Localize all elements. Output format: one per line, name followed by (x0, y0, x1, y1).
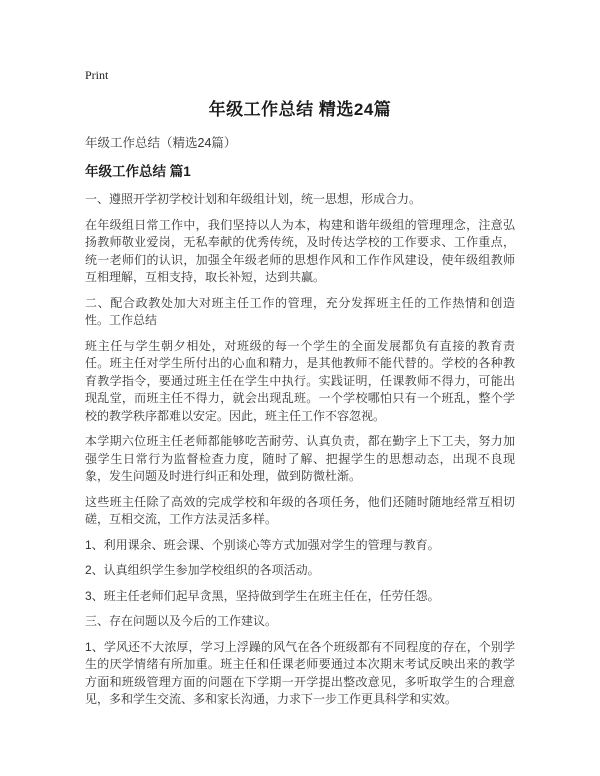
paragraph-5: 本学期六位班主任老师都能够吃苦耐劳、认真负责，都在勤字上下工夫，努力加强学生日常行为监督检查力度，随时了解、把握学生的思想动态，出现不良现象，发生问题及时进行纠正和处理，做到防微杜渐。 (85, 434, 515, 483)
paragraph-7: 1、利用课余、班会课、个别谈心等方式加强对学生的管理与教育。 (85, 537, 440, 552)
paragraph-3: 二、配合政教处加大对班主任工作的管理，充分发挥班主任的工作热情和创造性。工作总结 (85, 295, 515, 327)
paragraph-9: 3、班主任老师们起早贪黑，坚持做到学生在班主任在，任劳任怨。 (85, 588, 440, 603)
document-page (85, 68, 515, 709)
print-button[interactable]: Print (85, 68, 109, 82)
paragraph-11: 1、学风还不大浓厚，学习上浮躁的风气在各个班级都有不同程度的存在，个别学生的厌学情绪有所加重。班主任和任课老师要通过本次期末考试反映出来的教学方面和班级管理方面的问题在下学期一开学提出整改意见，多听取学生的合理意见，多和学生交流、多和家长沟通，力求下一步工作更具科学和实效。 (85, 639, 515, 706)
document-title: 年级工作总结 精选24篇 (208, 100, 392, 119)
paragraph-8: 2、认真组织学生参加学校组织的各项活动。 (85, 563, 320, 577)
paragraph-6: 这些班主任除了高效的完成学校和年级的各项任务，他们还随时随地经常互相切磋，互相交流，工作方法灵活多样。 (85, 494, 515, 526)
section-heading: 年级工作总结 篇1 (85, 164, 191, 179)
paragraph-2: 在年级组日常工作中，我们坚持以人为本，构建和谐年级组的管理理念，注意弘扬教师敬业爱岗，无私奉献的优秀传统，及时传达学校的工作要求、工作重点，统一老师们的认识，加强全年级老师的思想作风和工作作风建设，使年级组教师互相理解，互相支持，取长补短，达到共赢。 (85, 217, 515, 284)
paragraph-4: 班主任与学生朝夕相处，对班级的每一个学生的全面发展都负有直接的教育责任。班主任对学生所付出的心血和精力，是其他教师不能代替的。学校的各种教育教学指令，要通过班主任在学生中执行。实践证明，任课教师不得力，可能出现乱堂，而班主任不得力，就会出现乱班。一个学校哪怕只有一个班乱，整个学校的教学秩序都难以安定。因此，班主任工作不容忽视。 (85, 338, 515, 423)
document-subtitle: 年级工作总结（精选24篇） (85, 136, 237, 150)
paragraph-10: 三、存在问题以及今后的工作建议。 (85, 614, 278, 628)
paragraph-1: 一、遵照开学初学校计划和年级组计划，统一思想，形成合力。 (85, 192, 422, 206)
